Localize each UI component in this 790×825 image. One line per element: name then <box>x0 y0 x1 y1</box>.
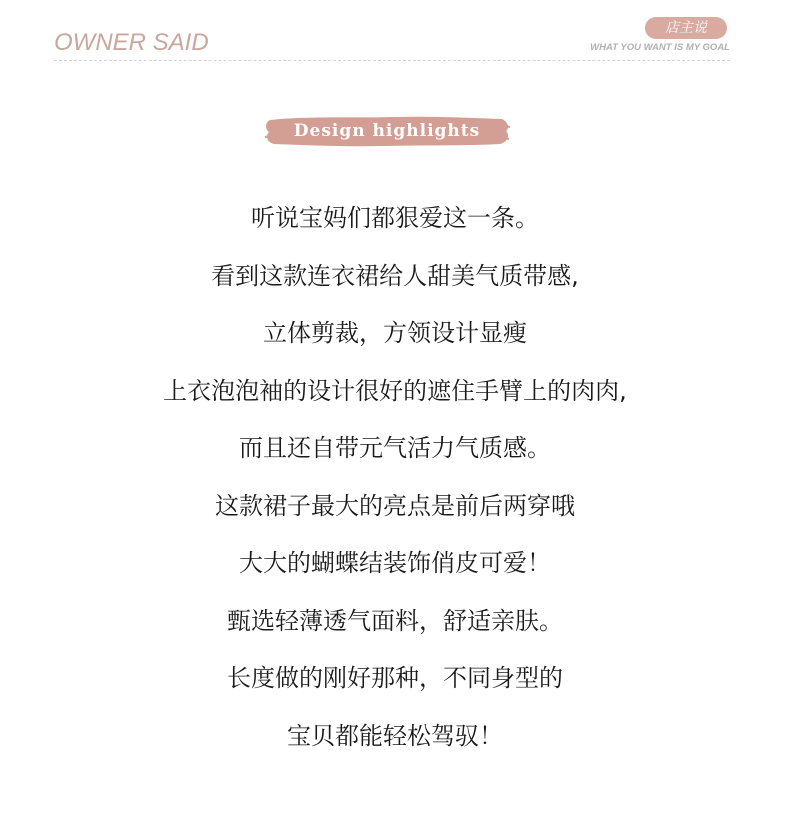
product-description <box>0 190 790 765</box>
header-title: OWNER SAID <box>54 29 209 56</box>
description-line: 长度做的刚好那种，不同身型的 <box>227 664 563 692</box>
banner-label: Design highlights <box>293 121 481 141</box>
description-line: 上衣泡泡袖的设计很好的遮住手臂上的肉肉, <box>163 376 627 405</box>
description-line: 看到这款连衣裙给人甜美气质带感, <box>211 261 579 290</box>
description-line: 宝贝都能轻松驾驭！ <box>287 721 503 750</box>
header-tagline: WHAT YOU WANT IS MY GOAL <box>590 42 730 53</box>
description-line: 甄选轻薄透气面料，舒适亲肤。 <box>227 606 563 635</box>
description-line: 这款裙子最大的亮点是前后两穿哦 <box>215 491 575 520</box>
design-highlights-banner <box>264 114 510 148</box>
description-line: 大大的蝴蝶结装饰俏皮可爱！ <box>239 549 551 577</box>
description-line: 听说宝妈们都狠爱这一条。 <box>251 204 539 232</box>
description-line: 而且还自带元气活力气质感。 <box>239 434 551 462</box>
header-badge: 店主说 <box>645 17 727 39</box>
description-line: 立体剪裁，方领设计显瘦 <box>263 319 527 347</box>
header-divider <box>54 60 730 61</box>
